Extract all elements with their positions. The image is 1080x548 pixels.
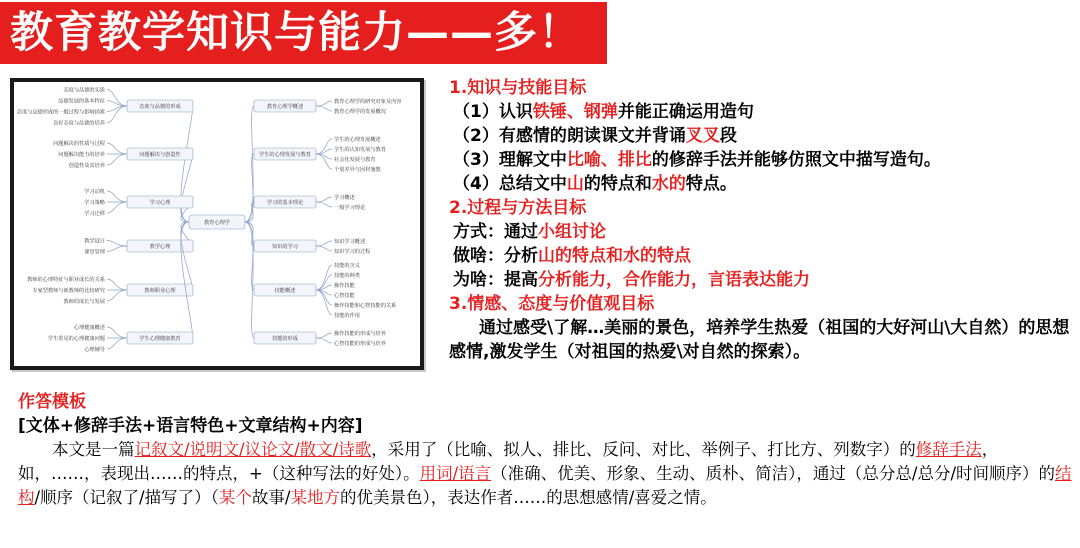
mindmap-leaf: 心智技能的形成与培养: [334, 341, 386, 347]
mindmap-leaf: 课堂管理: [84, 249, 105, 256]
mindmap-leaf: 教育心理学的发展概况: [334, 109, 386, 115]
mindmap-edge: [107, 327, 127, 338]
mindmap-leaf: 教学设计: [84, 238, 105, 245]
answer-template: [18, 390, 1080, 510]
mindmap-leaf: 问题解决的性质与过程: [53, 141, 105, 147]
mindmap-edge: [181, 154, 193, 222]
mindmap-edge: [107, 202, 127, 213]
mindmap-branch-label: 问题解决与创造性: [139, 152, 181, 158]
mindmap-leaf: 问题解决能力的培养: [58, 152, 105, 158]
method-item-2: 做啥：分析山的特点和水的特点: [453, 246, 691, 266]
method-item-1: 方式：通过小组讨论: [453, 222, 606, 242]
mindmap-edge: [316, 265, 332, 290]
mindmap-edge: [316, 338, 332, 343]
mindmap-branch-label: 技能的形成: [272, 336, 298, 342]
mindmap-edge: [107, 290, 127, 301]
mindmap-branch-label: 学生心理健康教育: [139, 336, 181, 342]
mindmap-leaf: 学生常见的心理健康问题: [47, 336, 105, 342]
mindmap-edge: [316, 333, 332, 338]
emotion-paragraph: 通过感受\了解…美丽的景色，培养学生热爱（祖国的大好河山\大自然）的思想感情,激发学生（对祖国的热爱\对自然的探索）。: [449, 318, 1070, 362]
mindmap-branch-label: 学生的心理发展与教育: [259, 152, 311, 158]
mindmap-leaf: 品德发展的基本特征: [58, 98, 105, 105]
mindmap-leaf: 知识学习概述: [334, 239, 366, 245]
mindmap-edge: [107, 106, 127, 112]
mindmap-leaf: 一般学习理论: [334, 205, 366, 211]
mindmap-leaf: 学习概述: [334, 195, 355, 201]
mindmap-edge: [181, 222, 193, 290]
goal-heading-2: 2.过程与方法目标: [449, 198, 587, 218]
mindmap-center-label: 教育心理学: [204, 220, 230, 226]
mindmap-edge: [107, 106, 127, 123]
teaching-goals: [449, 76, 1079, 364]
mindmap-edge: [316, 246, 332, 251]
mindmap-leaf: 教育心理学的研究对象及内容: [334, 99, 402, 105]
mindmap-leaf: 学习策略: [84, 200, 105, 206]
mindmap-leaf: 学生的心理发展概述: [334, 137, 381, 143]
mindmap-branch-label: 技能概述: [274, 288, 296, 294]
mindmap-edge: [316, 241, 332, 246]
mindmap-branch-label: 教育心理学概述: [266, 104, 304, 110]
mindmap-branch-label: 学习心理: [149, 200, 171, 206]
mindmap-leaf: 心理健康概述: [73, 325, 105, 331]
mindmap-leaf: 态度与品德形成的一般过程与影响因素: [16, 109, 105, 116]
mindmap-edge: [316, 290, 332, 315]
mindmap-edge: [245, 222, 254, 338]
template-title: 作答模板: [18, 392, 86, 412]
mindmap-edge: [107, 279, 127, 290]
mindmap-leaf: 操作技能的形成与培养: [334, 331, 386, 337]
title-banner: [0, 2, 607, 64]
mindmap-leaf: 心理辅导: [84, 347, 105, 353]
mindmap-edge: [316, 197, 332, 202]
mindmap-leaf: 学习迁移: [84, 211, 105, 217]
mindmap-image: [10, 78, 424, 370]
mindmap-edge: [316, 154, 332, 159]
mindmap-leaf: 个别差异与因材施教: [334, 167, 381, 173]
goal-item-2: （2）有感情的朗读课文并背诵叉叉段: [453, 126, 737, 146]
mindmap-edge: [316, 101, 332, 106]
template-formula: [文体+修辞手法+语言特色+文章结构+内容]: [18, 416, 363, 436]
mindmap-branch-label: 教学心理: [149, 244, 171, 250]
mindmap-edge: [107, 154, 127, 165]
mindmap-branch-label: 态度与品德的形成: [139, 104, 181, 110]
mindmap-edge: [107, 143, 127, 154]
mindmap-leaf: 态度与品德的实质: [63, 87, 105, 94]
mindmap-leaf: 操作技能: [334, 283, 355, 289]
page-title: 教育教学知识与能力——多！: [10, 8, 582, 58]
mindmap-edge: [107, 241, 127, 247]
mindmap-edge: [316, 149, 332, 154]
method-item-3: 为啥：提高分析能力，合作能力，言语表达能力: [453, 270, 810, 290]
mindmap-leaf: 社会化发展与教育: [334, 157, 376, 163]
mindmap-edge: [107, 338, 127, 349]
mindmap-edge: [245, 106, 254, 222]
mindmap-edge: [316, 106, 332, 111]
goal-heading-1: 1.知识与技能目标: [449, 78, 587, 98]
mindmap-edge: [107, 191, 127, 202]
mindmap-leaf: 学生的认知发展与教育: [334, 147, 386, 153]
goal-heading-3: 3.情感、态度与价值观目标: [449, 294, 655, 314]
mindmap-branch-label: 教师职业心理: [144, 288, 176, 294]
mindmap-branch-label: 知识的学习: [272, 244, 298, 250]
mindmap-leaf: 技能的作用: [334, 313, 360, 319]
mindmap-edge: [107, 101, 127, 107]
mindmap-edge: [107, 246, 127, 252]
mindmap-leaf: 良好态度与品德的培养: [53, 120, 105, 127]
mindmap-leaf: 创造性及其培养: [68, 163, 105, 169]
mindmap-leaf: 教师的心理特征与职业成长的关系: [27, 277, 105, 283]
goal-item-3: （3）理解文中比喻、排比的修辞手法并能够仿照文中描写造句。: [453, 150, 941, 170]
mindmap-edge: [316, 139, 332, 154]
mindmap-edge: [316, 154, 332, 169]
template-body: 本文是一篇记叙文/说明文/议论文/散文/诗歌，采用了（比喻、拟人、排比、反问、对比、举例子、打比方、列数字）的修辞手法，如，……，表现出……的特点，+（这种写法的好处）。用词/语言（准确、优美、形象、生动、质朴、简洁），通过（总分总/总分/时间顺序）的结构/顺序（记叙了/描写了）（某个故事/某地方的优美景色），表达作者……的思想感情/喜爱之情。: [18, 440, 1072, 507]
mindmap-edge: [107, 90, 127, 107]
mindmap-leaf: 技能的种类: [334, 273, 360, 279]
mindmap-leaf: 技能的含义: [334, 263, 360, 269]
goal-item-1: （1）认识铁锤、钢弹并能正确运用造句: [453, 102, 754, 122]
goal-item-4: （4）总结文中山的特点和水的特点。: [453, 174, 737, 194]
mindmap-leaf: 教师的成长与发展: [63, 299, 105, 305]
mindmap-branch-label: 学习的基本理论: [266, 200, 304, 206]
mindmap-leaf: 操作技能和心智技能的关系: [334, 303, 397, 309]
mindmap-diagram: [14, 82, 420, 366]
mindmap-leaf: 知识学习的过程: [334, 249, 371, 255]
mindmap-leaf: 专家型教师与新教师的比较研究: [32, 288, 105, 294]
mindmap-edge: [316, 202, 332, 207]
mindmap-leaf: 学习动机: [84, 189, 105, 195]
mindmap-leaf: 心智技能: [334, 293, 355, 299]
